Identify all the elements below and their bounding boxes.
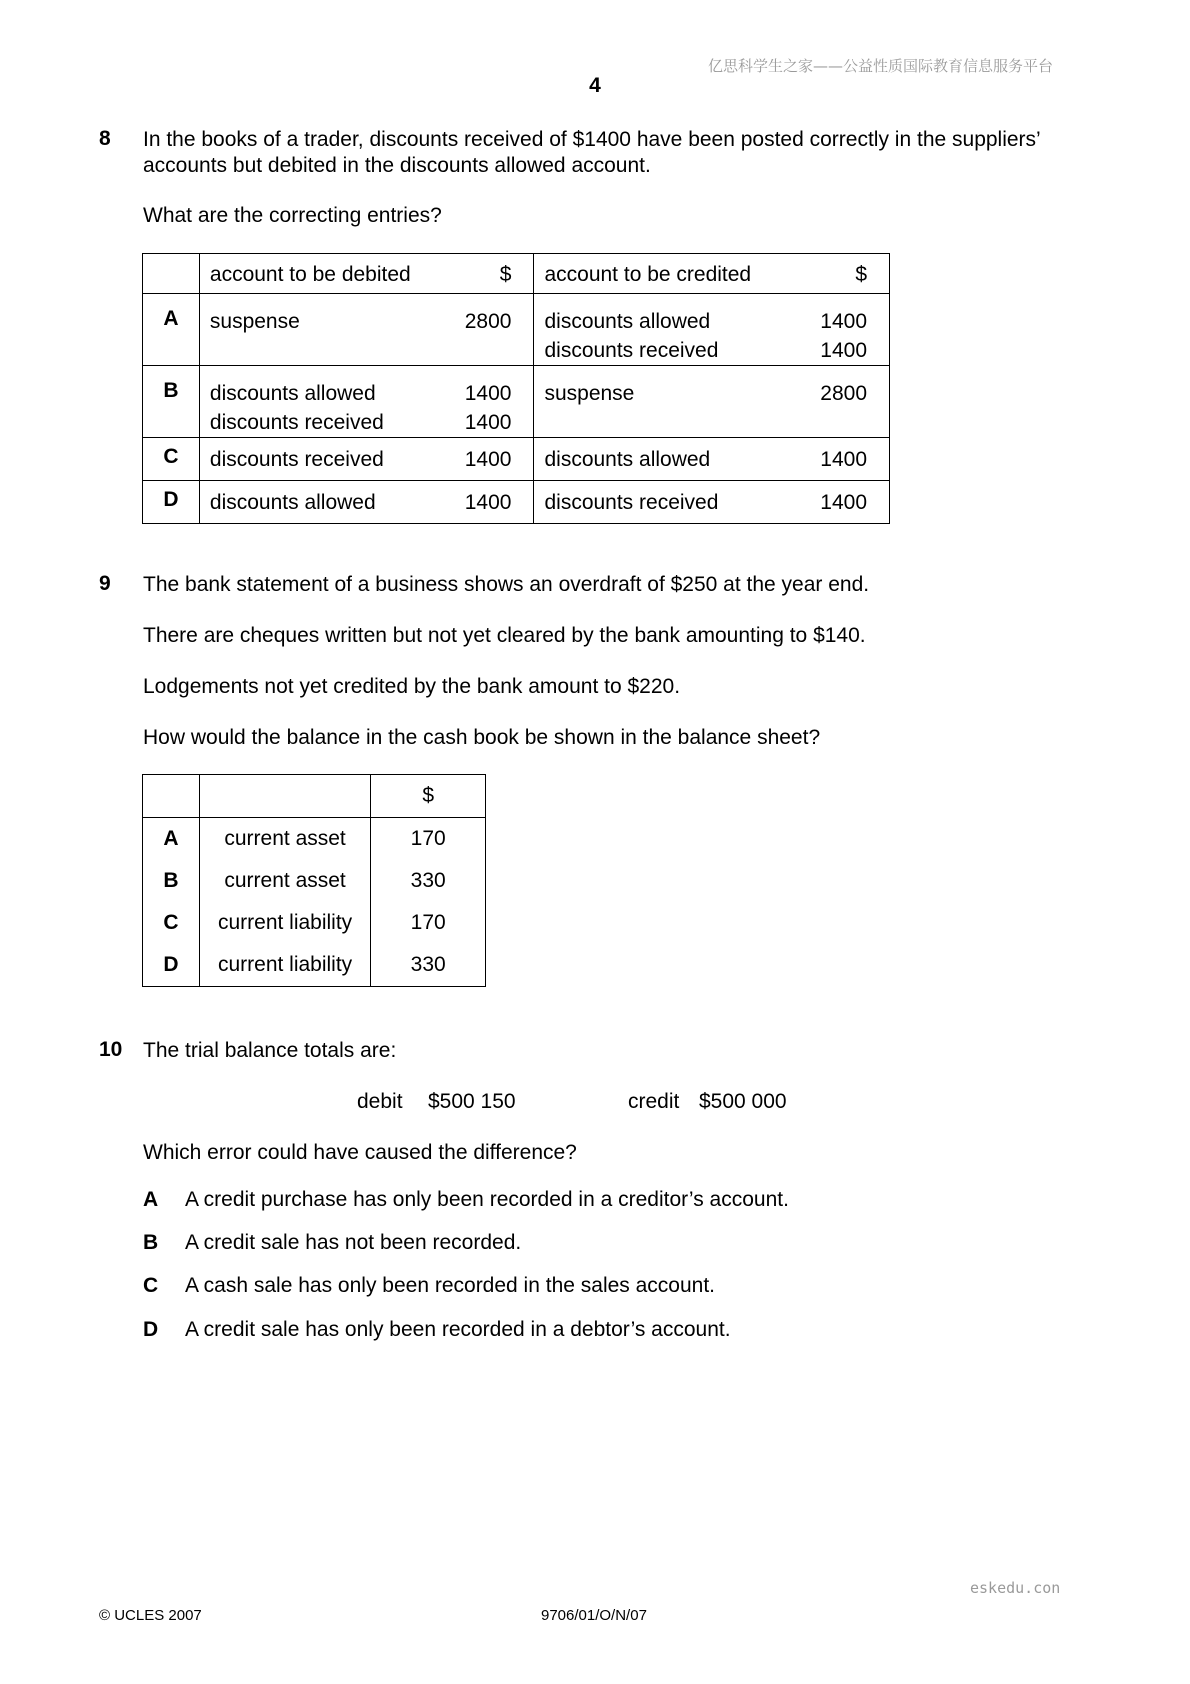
question-9-line3: Lodgements not yet credited by the bank amount to $220. <box>143 675 681 698</box>
q8-row-d-label: D <box>143 481 200 524</box>
q10-option-c-letter: C <box>143 1274 159 1297</box>
q9-row-b-amount: 330 <box>371 860 486 902</box>
q10-option-c-text: A cash sale has only been recorded in the sales account. <box>185 1274 716 1297</box>
q9-row-c-type: current liability <box>199 902 371 944</box>
q8-row-b-credit-account: suspense <box>544 382 635 405</box>
question-9-line1: The bank statement of a business shows an overdraft of $250 at the year end. <box>143 573 870 596</box>
q9-row-d-label: D <box>143 944 200 987</box>
q8-row-b-debit-account-1: discounts allowed <box>209 382 376 405</box>
q8-row-d-credit-account: discounts received <box>544 491 719 514</box>
q8-row-d-credit <box>534 481 890 524</box>
footer-copyright: © UCLES 2007 <box>99 1607 202 1624</box>
q8-row-a-credit-account-1: discounts allowed <box>544 310 711 333</box>
q10-option-b-letter: B <box>143 1231 159 1254</box>
q9-row-d-type: current liability <box>199 944 371 987</box>
q9-header-blank-type <box>199 775 371 818</box>
q10-option-d-text: A credit sale has only been recorded in a debtor’s account. <box>185 1318 731 1341</box>
q10-credit-label: credit <box>628 1090 680 1113</box>
q9-row-a-type: current asset <box>199 818 371 861</box>
q10-option-b-text: A credit sale has not been recorded. <box>185 1231 522 1254</box>
q8-row-a-credit-amount-1: 1400 <box>820 310 867 333</box>
footer-watermark: eskedu.con <box>970 1579 1061 1597</box>
q9-row-d <box>143 944 486 987</box>
q8-row-a-debit <box>199 294 534 366</box>
q8-row-c-credit-amount: 1400 <box>820 448 867 471</box>
question-8-number: 8 <box>99 127 111 150</box>
q8-header-debit-currency: $ <box>499 263 512 286</box>
q8-header-debit <box>199 254 534 294</box>
q8-row-a-debit-account: suspense <box>209 310 300 333</box>
question-10-prompt: Which error could have caused the difference? <box>143 1141 577 1164</box>
q8-row-a-credit-account-2: discounts received <box>544 339 719 362</box>
q9-row-a-label: A <box>143 818 200 861</box>
q10-debit-label: debit <box>357 1090 403 1113</box>
q10-option-a-text: A credit purchase has only been recorded in a creditor’s account. <box>185 1188 789 1211</box>
q8-row-b-credit-amount: 2800 <box>820 382 867 405</box>
q9-row-c-amount: 170 <box>371 902 486 944</box>
q8-row-c-debit <box>199 438 534 481</box>
q9-row-d-amount: 330 <box>371 944 486 987</box>
header-site-text: 亿思科学生之家——公益性质国际教育信息服务平台 <box>707 57 1053 75</box>
q9-row-a-amount: 170 <box>371 818 486 861</box>
q8-row-d-debit <box>199 481 534 524</box>
q9-row-a <box>143 818 486 861</box>
q9-table-header-row <box>143 775 486 818</box>
q8-row-d-credit-amount: 1400 <box>820 491 867 514</box>
q8-answer-table <box>142 253 890 524</box>
question-8-text-line2: accounts but debited in the discounts allowed account. <box>143 154 651 177</box>
q9-header-blank-label <box>143 775 200 818</box>
q8-row-c-credit <box>534 438 890 481</box>
q8-row-d-debit-amount: 1400 <box>464 491 512 514</box>
q9-answer-table <box>142 774 486 987</box>
q8-row-b-debit-amount-1: 1400 <box>464 382 512 405</box>
q10-option-a-letter: A <box>143 1188 159 1211</box>
q8-header-credit <box>534 254 890 294</box>
question-9-prompt: How would the balance in the cash book be shown in the balance sheet? <box>143 726 821 749</box>
q8-row-b-debit <box>199 366 534 438</box>
question-8-text-line1: In the books of a trader, discounts received of $1400 have been posted correctly in the suppliers’ <box>143 128 1041 151</box>
q9-row-b <box>143 860 486 902</box>
question-10-number: 10 <box>99 1038 123 1061</box>
q8-header-blank <box>143 254 200 294</box>
question-9-line2: There are cheques written but not yet cleared by the bank amounting to $140. <box>143 624 866 647</box>
q8-row-b-debit-account-2: discounts received <box>209 411 384 434</box>
footer-paper-code: 9706/01/O/N/07 <box>541 1607 647 1624</box>
q8-row-d <box>143 481 890 524</box>
q8-row-d-debit-account: discounts allowed <box>209 491 376 514</box>
q8-row-a-debit-amount: 2800 <box>464 310 512 333</box>
q8-row-b <box>143 366 890 438</box>
q8-row-b-label: B <box>143 366 200 438</box>
q8-row-b-debit-amount-2: 1400 <box>464 411 512 434</box>
q10-option-d-letter: D <box>143 1318 159 1341</box>
question-8-prompt: What are the correcting entries? <box>143 204 442 227</box>
question-10-intro: The trial balance totals are: <box>143 1039 397 1062</box>
q8-row-c-debit-account: discounts received <box>209 448 384 471</box>
q9-header-amount: $ <box>371 775 486 818</box>
page-number: 4 <box>589 74 601 97</box>
q8-row-a-label: A <box>143 294 200 366</box>
q8-row-c-debit-amount: 1400 <box>464 448 512 471</box>
q10-credit-value: $500 000 <box>699 1090 787 1113</box>
q9-row-c-label: C <box>143 902 200 944</box>
q8-row-a-credit <box>534 294 890 366</box>
q8-row-c-credit-account: discounts allowed <box>544 448 711 471</box>
q8-row-c-label: C <box>143 438 200 481</box>
q9-row-b-label: B <box>143 860 200 902</box>
q8-row-c <box>143 438 890 481</box>
q8-header-credit-currency: $ <box>855 263 867 286</box>
q8-row-a-credit-amount-2: 1400 <box>820 339 867 362</box>
q8-header-credit-label: account to be credited <box>544 263 752 286</box>
q8-header-debit-label: account to be debited <box>209 263 411 286</box>
q8-row-b-credit <box>534 366 890 438</box>
q10-debit-value: $500 150 <box>428 1090 516 1113</box>
q9-row-c <box>143 902 486 944</box>
q9-row-b-type: current asset <box>199 860 371 902</box>
question-9-number: 9 <box>99 572 111 595</box>
q8-row-a <box>143 294 890 366</box>
q8-table-header-row <box>143 254 890 294</box>
